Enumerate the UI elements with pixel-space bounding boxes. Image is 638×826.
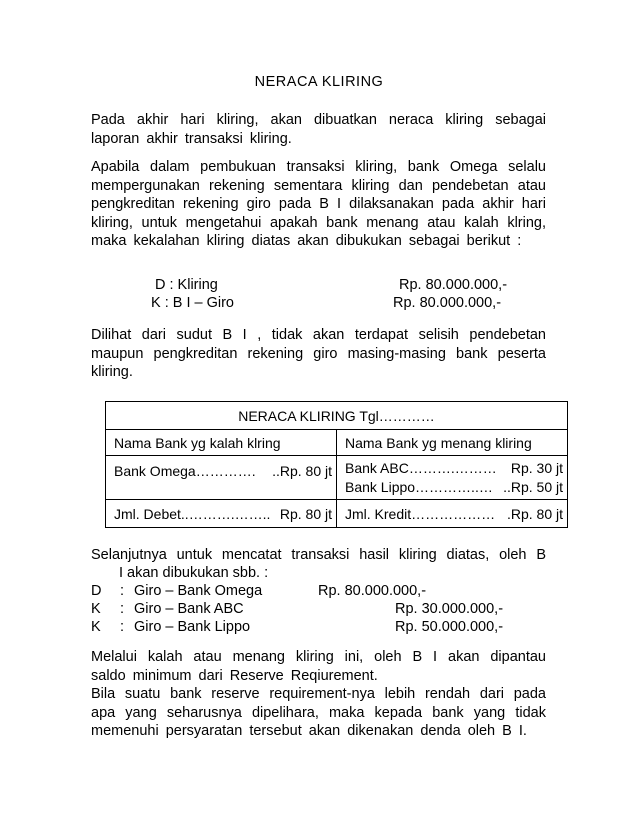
paragraph-sudut-bi (91, 326, 546, 382)
journal-2-desc: Giro – Bank ABC (134, 601, 244, 617)
entry-debit-code: D : Kliring (155, 277, 218, 293)
bank-abc-amount: Rp. 30 jt (510, 459, 563, 476)
table-title: NERACA KLIRING Tgl………… (106, 402, 568, 430)
journal-2-amount: Rp. 30.000.000,- (395, 601, 504, 617)
journal-2-sep: : (120, 601, 125, 617)
paragraph-sudut-bi-text: Dilihat dari sudut B I , tidak akan terdapat selisih pendebetan maupun pengkreditan rekening giro masing-masing bank peserta kliring. (91, 327, 546, 380)
journal-1-desc: Giro – Bank Omega (134, 583, 263, 599)
bank-omega-label: Bank Omega…………. (114, 462, 256, 479)
journal-3-amount: Rp. 50.000.000,- (395, 619, 504, 635)
table-total-debet (106, 500, 337, 528)
bank-lippo-label: Bank Lippo…………..… (345, 478, 493, 495)
page-title: NERACA KLIRING (254, 74, 384, 90)
table-header-menang: Nama Bank yg menang kliring (337, 430, 568, 456)
journal-3-dk: K (91, 619, 101, 635)
table-cell-menang (337, 456, 568, 500)
paragraph-selanjutnya-line1: Selanjutnya untuk mencatat transaksi hasil kliring diatas, oleh B (91, 547, 546, 563)
paragraph-melalui (91, 648, 546, 741)
paragraph-pembukuan-text: Apabila dalam pembukuan transaksi kliring, bank Omega selalu mempergunakan rekening sementara kliring dan pendebetan atau pengkreditan rekening giro pada B I dilaksanakan pada akhir hari kliring, untuk mengetahui apakah bank menang atau kalah klring, maka kekalahan kliring diatas akan dibukukan sebagai berikut : (91, 159, 546, 249)
table-total-kredit (337, 500, 568, 528)
paragraph-intro-text: Pada akhir hari kliring, akan dibuatkan neraca kliring sebagai laporan akhir transaksi kliring. (91, 112, 546, 147)
journal-1-sep: : (120, 583, 125, 599)
paragraph-melalui-text: Melalui kalah atau menang kliring ini, oleh B I akan dipantau saldo minimum dari Reserve Reqiurement. (91, 649, 546, 684)
total-kredit-amount: .Rp. 80 jt (506, 505, 563, 522)
entry-credit-amount: Rp. 80.000.000,- (393, 295, 502, 311)
journal-3-desc: Giro – Bank Lippo (134, 619, 251, 635)
neraca-table (105, 401, 568, 527)
paragraph-pembukuan (91, 158, 546, 251)
paragraph-bila-text: Bila suatu bank reserve requirement-nya lebih rendah dari pada apa yang seharusnya dipelihara, maka kepada bank yang tidak memenuhi persyaratan tersebut akan dikenakan denda oleh B I. (91, 686, 546, 739)
journal-2-dk: K (91, 601, 101, 617)
table-header-kalah: Nama Bank yg kalah klring (106, 430, 337, 456)
entry-debit-amount: Rp. 80.000.000,- (399, 277, 508, 293)
entry-credit-code: K : B I – Giro (151, 295, 234, 311)
journal-1-amount: Rp. 80.000.000,- (318, 583, 427, 599)
bank-omega-amount: ..Rp. 80 jt (272, 462, 332, 479)
paragraph-selanjutnya (91, 546, 546, 565)
total-debet-amount: Rp. 80 jt (279, 505, 332, 522)
total-kredit-label: Jml. Kredit……………… (345, 505, 496, 522)
journal-1-dk: D (91, 583, 102, 599)
bank-lippo-amount: ..Rp. 50 jt (503, 478, 563, 495)
journal-3-sep: : (120, 619, 125, 635)
bank-abc-label: Bank ABC……….……… (345, 459, 497, 476)
table-cell-kalah (106, 456, 337, 500)
paragraph-intro (91, 111, 546, 148)
total-debet-label: Jml. Debet..……….…….. (114, 505, 271, 522)
paragraph-selanjutnya-line2: I akan dibukukan sbb. : (119, 565, 269, 581)
